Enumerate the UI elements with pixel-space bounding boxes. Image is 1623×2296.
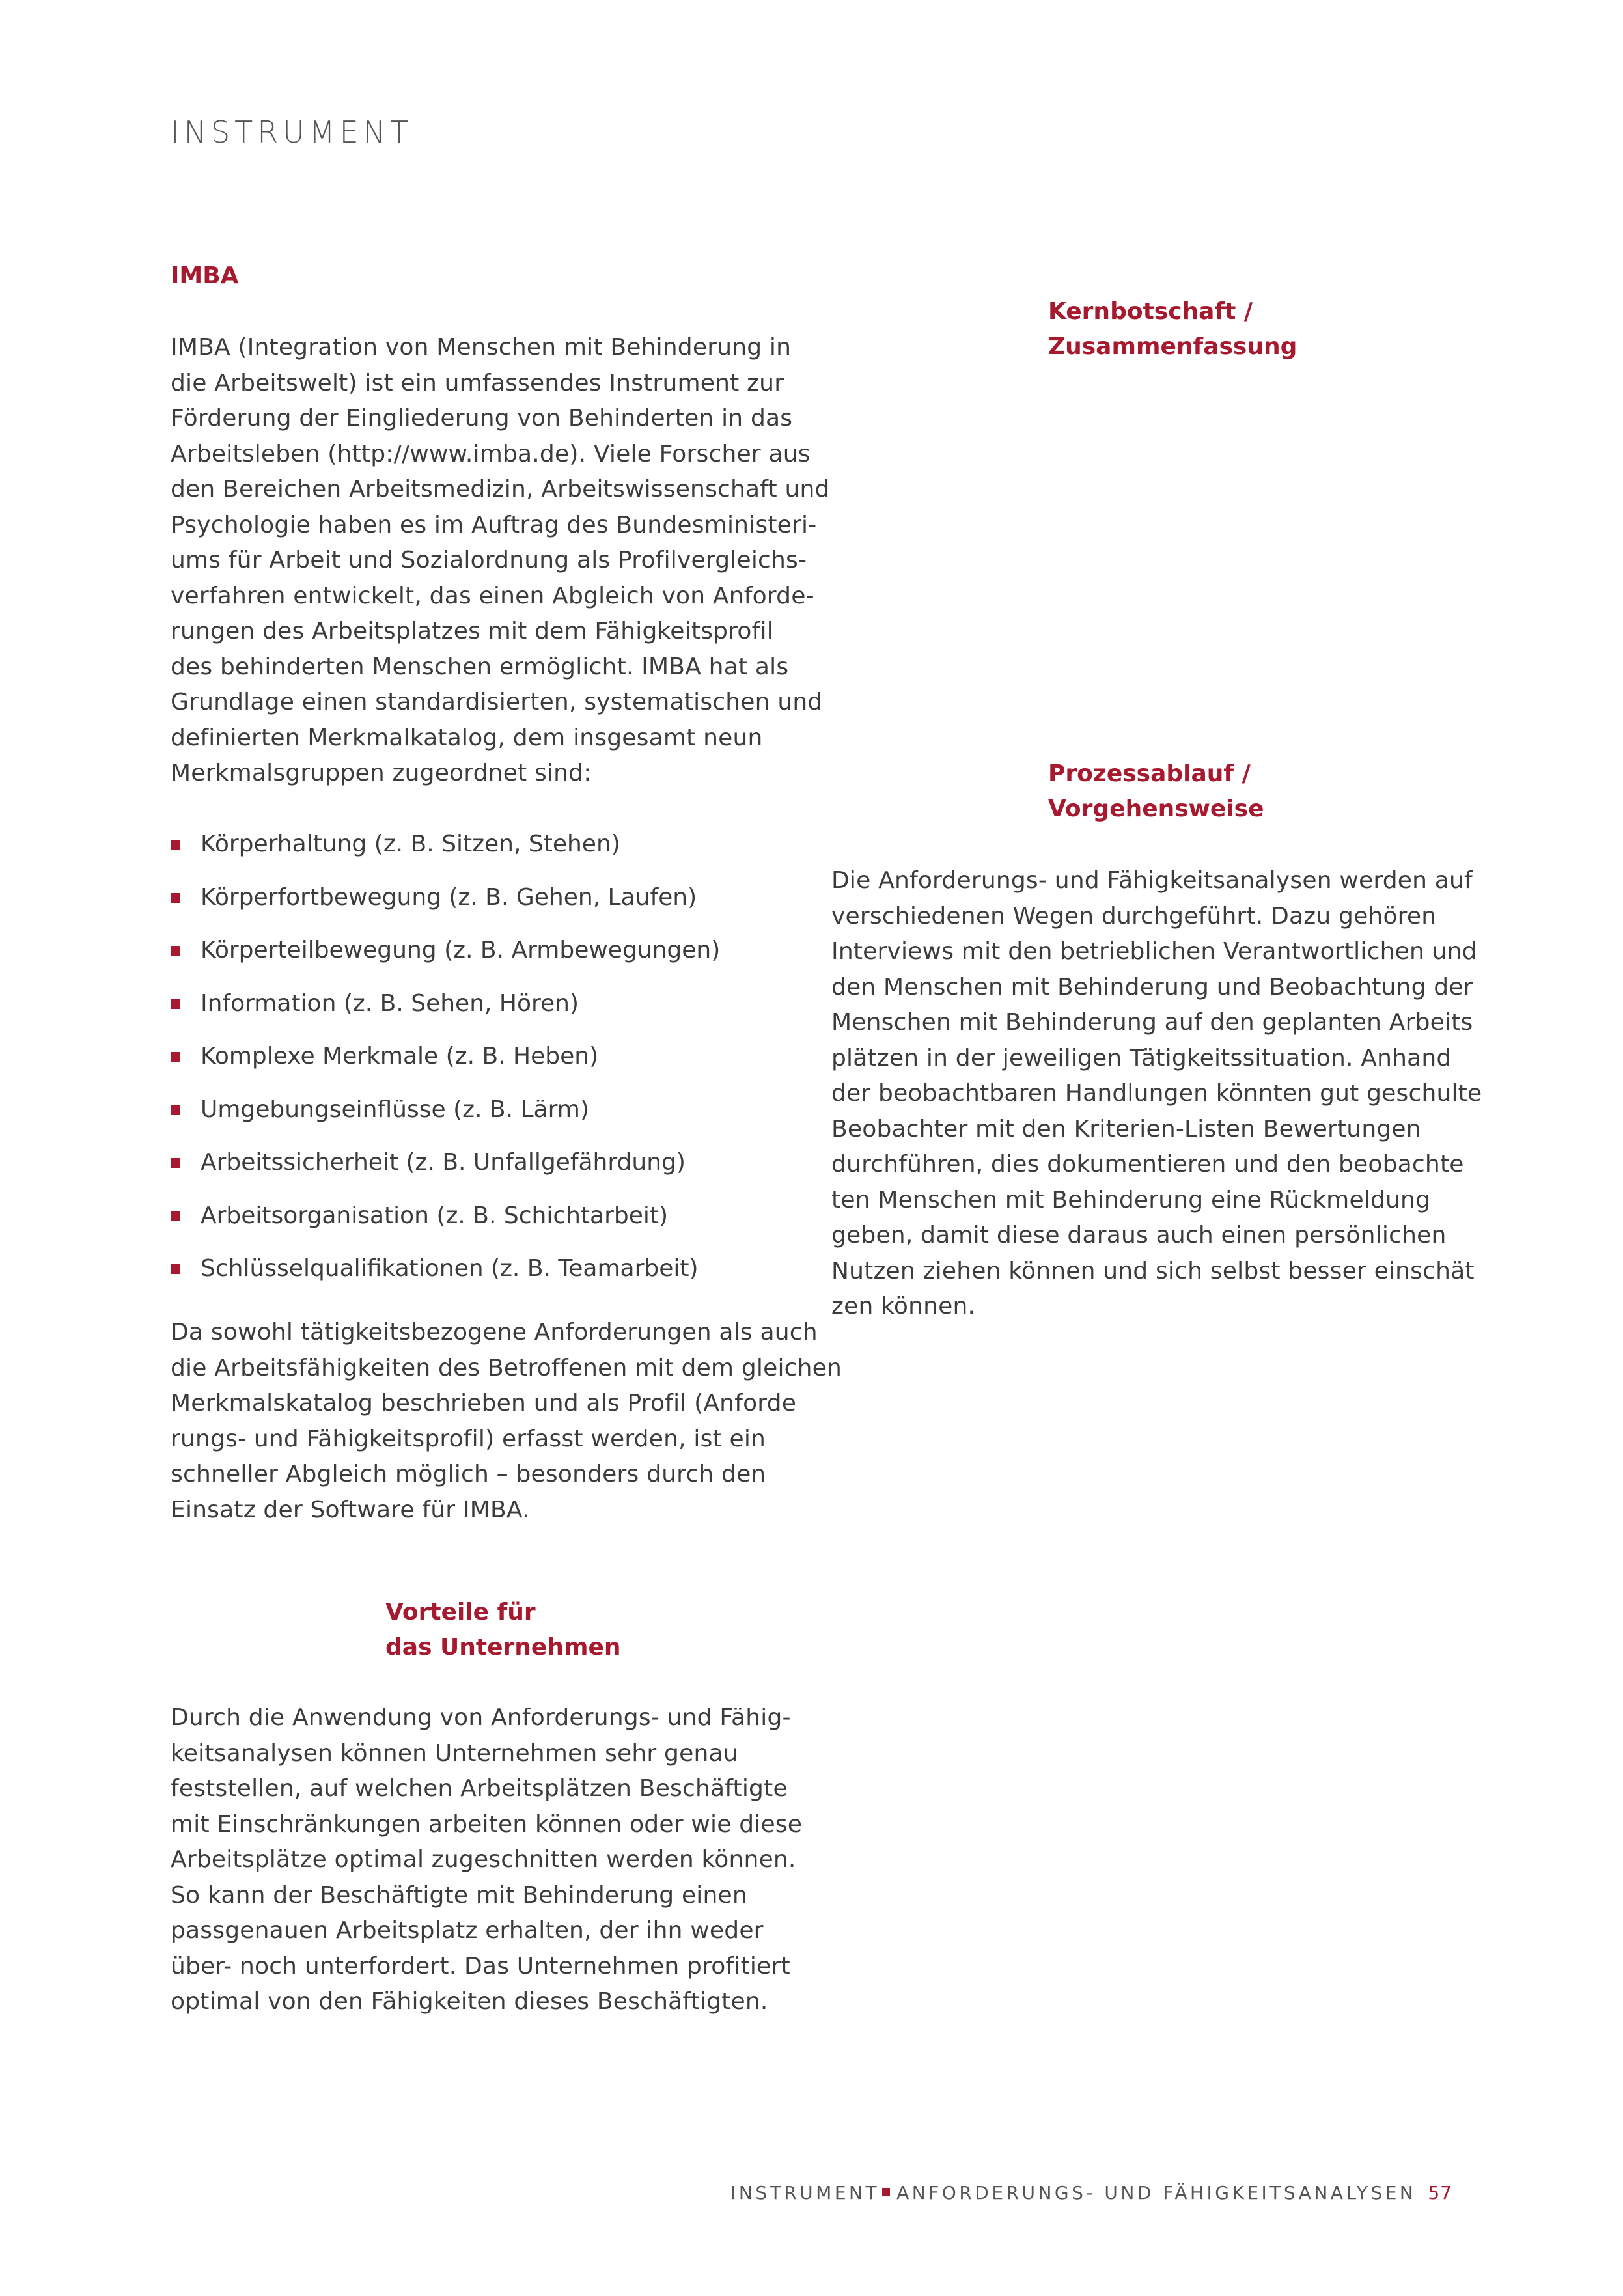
text-line: Interviews mit den betrieblichen Verantwortlichen und	[831, 938, 1477, 965]
heading-line: Zusammenfassung	[1048, 333, 1297, 360]
heading-line: Kernbotschaft /	[1048, 298, 1253, 325]
vorteile-heading	[385, 1595, 621, 1665]
bullet-square-icon	[171, 1211, 180, 1221]
prozessablauf-paragraph	[831, 863, 1482, 1325]
text-line: definierten Merkmalkatalog, dem insgesamt neun	[171, 724, 763, 751]
text-line: des behinderten Menschen ermöglicht. IMBA hat als	[171, 653, 789, 680]
feature-group-list	[171, 827, 720, 1305]
text-line: rungs- und Fähigkeitsprofil) erfasst werden, ist ein	[171, 1425, 766, 1452]
page-number: 57	[1428, 2182, 1452, 2204]
text-line: Psychologie haben es im Auftrag des Bundesministeri-	[171, 511, 817, 538]
bullet-square-icon	[171, 1158, 180, 1168]
text-line: Da sowohl tätigkeitsbezogene Anforderungen als auch	[171, 1319, 818, 1346]
page-footer	[730, 2182, 1452, 2204]
imba-heading: IMBA	[171, 262, 239, 289]
list-item	[171, 827, 720, 880]
text-line: Merkmalsgruppen zugeordnet sind:	[171, 760, 592, 786]
list-item-label: Körperfortbewegung (z. B. Gehen, Laufen)	[201, 883, 697, 911]
heading-line: Vorteile für	[385, 1599, 536, 1625]
text-line: schneller Abgleich möglich – besonders durch den	[171, 1461, 766, 1487]
list-item	[171, 1092, 720, 1146]
imba-paragraph-2	[171, 1315, 842, 1528]
text-line: keitsanalysen können Unternehmen sehr genau	[171, 1739, 738, 1767]
bullet-square-icon	[171, 999, 180, 1009]
list-item	[171, 1198, 720, 1252]
list-item	[171, 986, 720, 1040]
text-line: Merkmalskatalog beschrieben und als Profil (Anforde	[171, 1390, 797, 1417]
text-line: Beobachter mit den Kriterien-Listen Bewertungen	[831, 1115, 1421, 1142]
list-item-label: Körperhaltung (z. B. Sitzen, Stehen)	[201, 831, 620, 857]
heading-line: Prozessablauf /	[1048, 760, 1251, 787]
list-item	[171, 1251, 720, 1305]
text-line: Arbeitsleben (http://www.imba.de). Viele Forscher aus	[171, 440, 811, 467]
footer-section: INSTRUMENT	[730, 2182, 880, 2204]
text-line: feststellen, auf welchen Arbeitsplätzen Beschäftigte	[171, 1775, 788, 1802]
footer-square-icon	[882, 2188, 890, 2196]
text-line: rungen des Arbeitsplatzes mit dem Fähigkeitsprofil	[171, 618, 773, 644]
text-line: passgenauen Arbeitsplatz erhalten, der ihn weder	[171, 1917, 764, 1944]
text-line: zen können.	[831, 1293, 976, 1320]
list-item	[171, 880, 720, 934]
prozessablauf-heading	[1048, 756, 1264, 827]
bullet-square-icon	[171, 946, 180, 956]
text-line: ums für Arbeit und Sozialordnung als Profilvergleichs-	[171, 547, 807, 574]
text-line: verschiedenen Wegen durchgeführt. Dazu gehören	[831, 902, 1437, 930]
bullet-square-icon	[171, 1052, 180, 1062]
text-line: geben, damit diese daraus auch einen persönlichen	[831, 1222, 1447, 1249]
text-line: Grundlage einen standardisierten, systematischen und	[171, 689, 823, 715]
list-item-label: Komplexe Merkmale (z. B. Heben)	[201, 1043, 599, 1070]
text-line: die Arbeitsfähigkeiten des Betroffenen mit dem gleichen	[171, 1354, 842, 1381]
text-line: Die Anforderungs- und Fähigkeitsanalysen werden auf	[831, 867, 1473, 894]
heading-line: Vorgehensweise	[1048, 795, 1264, 822]
text-line: der beobachtbaren Handlungen könnten gut geschulte	[831, 1080, 1482, 1107]
list-item	[171, 1145, 720, 1198]
list-item	[171, 1039, 720, 1092]
text-line: Menschen mit Behinderung auf den geplanten Arbeits	[831, 1009, 1473, 1036]
vorteile-paragraph	[171, 1700, 802, 2020]
text-line: IMBA (Integration von Menschen mit Behinderung in	[171, 334, 792, 361]
footer-topic: ANFORDERUNGS- UND FÄHIGKEITSANALYSEN	[896, 2182, 1417, 2204]
heading-line: das Unternehmen	[385, 1634, 621, 1661]
kernbotschaft-heading	[1048, 294, 1297, 365]
text-line: So kann der Beschäftigte mit Behinderung einen	[171, 1881, 747, 1909]
text-line: Arbeitsplätze optimal zugeschnitten werden können.	[171, 1846, 796, 1873]
text-line: optimal von den Fähigkeiten dieses Beschäftigten.	[171, 1988, 768, 2015]
text-line: verfahren entwickelt, das einen Abgleich von Anforde-	[171, 582, 814, 609]
text-line: Förderung der Eingliederung von Behinderten in das	[171, 405, 793, 432]
section-label: INSTRUMENT	[171, 115, 413, 150]
text-line: den Menschen mit Behinderung und Beobachtung der	[831, 973, 1473, 1001]
text-line: den Bereichen Arbeitsmedizin, Arbeitswissenschaft und	[171, 476, 830, 503]
list-item-label: Schlüsselqualifikationen (z. B. Teamarbeit)	[201, 1255, 699, 1282]
list-item-label: Körperteilbewegung (z. B. Armbewegungen)	[201, 937, 721, 963]
list-item-label: Information (z. B. Sehen, Hören)	[201, 989, 579, 1017]
list-item-label: Arbeitsorganisation (z. B. Schichtarbeit)	[201, 1202, 669, 1229]
list-item-label: Arbeitssicherheit (z. B. Unfallgefährdung)	[201, 1149, 686, 1176]
imba-paragraph-1	[171, 330, 830, 792]
bullet-square-icon	[171, 1105, 180, 1115]
text-line: Nutzen ziehen können und sich selbst besser einschät	[831, 1257, 1475, 1284]
text-line: ten Menschen mit Behinderung eine Rückmeldung	[831, 1186, 1431, 1213]
text-line: plätzen in der jeweiligen Tätigkeitssituation. Anhand	[831, 1044, 1452, 1072]
text-line: Durch die Anwendung von Anforderungs- und Fähig-	[171, 1704, 791, 1731]
text-line: mit Einschränkungen arbeiten können oder wie diese	[171, 1810, 803, 1838]
text-line: durchführen, dies dokumentieren und den beobachte	[831, 1151, 1464, 1178]
bullet-square-icon	[171, 1264, 180, 1274]
list-item-label: Umgebungseinflüsse (z. B. Lärm)	[201, 1096, 589, 1123]
list-item	[171, 933, 720, 986]
text-line: Einsatz der Software für IMBA.	[171, 1496, 530, 1523]
text-line: über- noch unterfordert. Das Unternehmen profitiert	[171, 1952, 790, 1980]
text-line: die Arbeitswelt) ist ein umfassendes Instrument zur	[171, 369, 784, 396]
bullet-square-icon	[171, 840, 180, 850]
bullet-square-icon	[171, 893, 180, 903]
